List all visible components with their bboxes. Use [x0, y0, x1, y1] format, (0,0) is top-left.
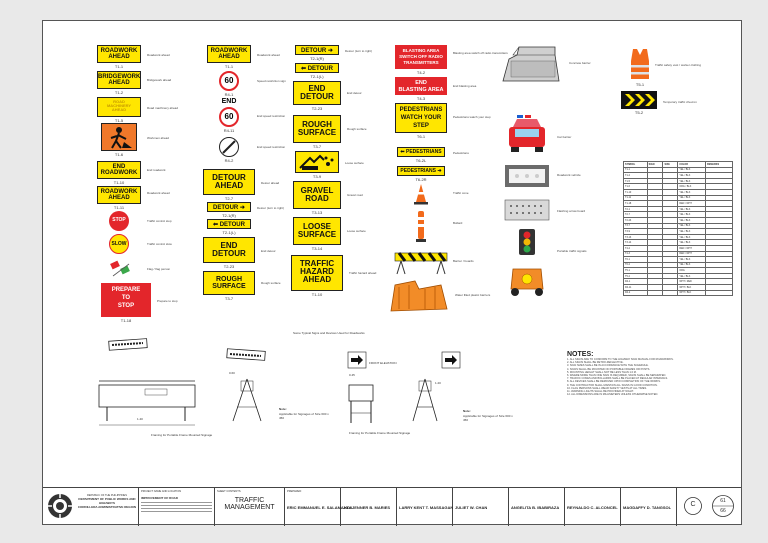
- signatory-cell: [453, 488, 509, 526]
- sheet-total: 66: [720, 508, 726, 514]
- sign-t2-1r: [207, 202, 251, 212]
- sign-line: PEDESTRIANS ➜: [400, 168, 442, 174]
- table-cell: WHT / BLK: [678, 290, 706, 296]
- sign-desc: Rough surface: [347, 127, 367, 131]
- trailer-light-icon: [505, 259, 549, 297]
- sign-line: ROADWORK: [210, 48, 248, 54]
- stamp-sketch-icon: [107, 337, 151, 353]
- signatory-cell: [285, 488, 353, 526]
- sign-t3-7: [203, 271, 255, 295]
- table-cell: T2-1: [624, 206, 648, 212]
- sign-line: ROADWORK: [100, 170, 138, 176]
- notes-title: NOTES:: [567, 351, 594, 358]
- sign-desc: Detour ahead: [261, 181, 280, 185]
- sign-code: T3-14: [311, 246, 323, 251]
- sign-line: AHEAD: [302, 275, 332, 284]
- sign-desc: Traffic cone: [453, 191, 469, 195]
- sign-desc: Temporary traffic chevron: [663, 100, 697, 104]
- sign-code: T6-2L: [415, 158, 427, 163]
- table-cell: RED / WHT: [678, 245, 706, 251]
- sign-line: DETOUR ➜: [301, 48, 333, 54]
- signatory-name: LARRY KENT T. MASSAGAN: [399, 505, 454, 510]
- note-line: 9. THE CONTRACTOR SHALL MAINTAIN ALL SIGNS IN GOOD CONDITION.: [567, 383, 658, 387]
- end-label: [213, 98, 245, 106]
- sign-line: AHEAD: [108, 54, 130, 60]
- frame-side-elevation: [227, 375, 267, 425]
- table-cell: T1-18: [624, 201, 648, 207]
- sign-desc: Gravel road: [347, 193, 363, 197]
- sign-line: SURFACE: [212, 283, 246, 290]
- sign-desc: Workmen ahead: [147, 136, 169, 140]
- table-header-cell: SIGN: [647, 162, 663, 168]
- drawing-sheet: [42, 20, 742, 525]
- table-cell: T1-2: [624, 173, 648, 179]
- signatory-cell: [565, 488, 621, 526]
- front-view-label: FRONT ELEVATION: [369, 361, 397, 365]
- sign-code: T6-1: [416, 134, 426, 139]
- stamp-sketch-icon: [225, 347, 269, 363]
- table-cell: ORG / BLK: [678, 184, 706, 190]
- sign-line: END: [112, 164, 126, 170]
- frame-caption: Framing for Portable Frame Mounted Signage: [151, 433, 213, 437]
- sign-line: STOP: [117, 302, 135, 309]
- sign-code: T1-6: [114, 152, 124, 157]
- sign-desc: Rough surface: [261, 281, 281, 285]
- signatory-cell: [341, 488, 397, 526]
- sign-line: TO: [121, 294, 131, 301]
- sign-t1-1: [97, 45, 141, 63]
- sheet-number: 61: [720, 498, 726, 504]
- sign-desc: Water filled plastic barriers: [455, 293, 491, 297]
- frame-front-elevation: [85, 377, 205, 427]
- project-cell: [139, 488, 215, 526]
- sign-line: AHEAD: [108, 195, 130, 201]
- sign-desc: Loose surface: [345, 161, 364, 165]
- sign-line: AHEAD: [108, 80, 130, 86]
- title-block: [43, 487, 741, 526]
- sign-line: ROAD: [305, 194, 329, 203]
- stop-text: STOP: [112, 217, 126, 223]
- table-cell: R4-11: [624, 285, 648, 291]
- note-line: 5. MOUNTING HEIGHT SHALL NOT BE LESS THAN 1.0 M.: [567, 370, 637, 374]
- slow-text: SLOW: [111, 241, 127, 247]
- note-line: 7. TRAFFIC CONES AND BOLLARDS SHALL BE PLACED AT REGULAR INTERVALS.: [567, 377, 668, 381]
- table-row: [624, 290, 733, 296]
- table-cell: YEL / BLK: [678, 257, 706, 263]
- barrier-board-icon: [393, 247, 449, 275]
- sign-line: ⬅ DETOUR: [213, 222, 245, 228]
- sign-desc: End roadwork: [147, 168, 166, 172]
- table-header-cell: SYMBOL: [624, 162, 648, 168]
- sign-t3-14: [293, 217, 341, 245]
- sheet-contents-label: SHEET CONTENTS: [217, 490, 241, 493]
- sign-t2-23: [203, 237, 255, 263]
- sign-desc: Roadwork ahead: [147, 191, 170, 195]
- sign-desc: Traffic control slow: [147, 242, 172, 246]
- sign-line: ROUGH: [302, 120, 332, 129]
- sign-t1-10: [97, 161, 141, 179]
- arrow-sketch-icon: [347, 351, 367, 369]
- dpwh-seal-icon: [46, 492, 74, 520]
- table-cell: T1-6: [624, 184, 648, 190]
- car-icon: [505, 113, 549, 155]
- table-cell: YEL / BLK: [678, 195, 706, 201]
- sign-t1-18: [101, 283, 151, 317]
- diagonal-bar-icon: [220, 138, 238, 156]
- dim-label: 0.60: [229, 371, 235, 375]
- sign-code: T1-11: [113, 205, 125, 210]
- sign-code: T5-2: [634, 110, 644, 115]
- signatory-name: ANGELITA B. IBABIRAZA: [511, 505, 560, 510]
- sign-desc: Bridgework ahead: [147, 78, 172, 82]
- agency-line-1: REPUBLIC OF THE PHILIPPINES: [87, 494, 127, 497]
- concrete-barrier-icon: [499, 43, 563, 85]
- loose-stones-icon: [296, 152, 338, 172]
- table-header-cell: REMARKS: [706, 162, 733, 168]
- table-cell: YEL / BLK: [678, 262, 706, 268]
- agency-line-2: DEPARTMENT OF PUBLIC WORKS AND HIGHWAYS: [78, 497, 136, 505]
- signatory-name: MAGDAFFY D. TANGSOL: [623, 505, 672, 510]
- sign-line: AHEAD: [218, 54, 240, 60]
- table-cell: WHT / BLK: [678, 285, 706, 291]
- sign-code: T1-1: [114, 64, 124, 69]
- stop-paddle: [109, 211, 129, 231]
- sign-schedule-table: [623, 161, 733, 296]
- sign-code: T2-1(R): [222, 213, 236, 218]
- table-cell: WHT / RED: [678, 279, 706, 285]
- sign-desc: Detour (turn to right): [345, 49, 373, 53]
- table-cell: [706, 290, 733, 296]
- sign-line: STEP: [413, 122, 429, 129]
- signatory-cell: [621, 488, 677, 526]
- sheet-title-2: MANAGEMENT: [224, 504, 275, 511]
- speed-60-sign: [219, 71, 239, 91]
- sign-desc: Loose surface: [347, 229, 366, 233]
- note-line: 3. SIGN SIZES SHALL BE IN ACCORDANCE WITH THE SCHEDULE.: [567, 364, 649, 368]
- sign-code: T4-2: [416, 70, 426, 75]
- speed-value: 60: [224, 112, 234, 121]
- sign-line: DETOUR: [212, 173, 246, 182]
- sheet-letter: C: [690, 501, 696, 508]
- sign-t2-7: [203, 169, 255, 195]
- sign-line: AHEAD: [111, 107, 127, 112]
- table-cell: T6-2: [624, 262, 648, 268]
- table-cell: T1-11: [624, 195, 648, 201]
- sign-code: T1-1: [224, 64, 234, 69]
- sign-t3-7-c3: [293, 115, 341, 143]
- table-cell: [663, 290, 678, 296]
- sign-line: DETOUR: [300, 92, 334, 101]
- sign-code: R4-1: [224, 92, 234, 97]
- note-line: 8. ALL DEVICES SHALL BE REMOVED UPON COMPLETION OF THE WORKS.: [567, 380, 661, 384]
- sign-line: ROADWORK: [100, 189, 138, 195]
- note-line: 11. WARNING LIGHTS SHALL BE PROVIDED AT NIGHT.: [567, 390, 634, 394]
- sign-desc: Flashing arrow board: [557, 209, 586, 213]
- sign-code: T2-23: [223, 264, 235, 269]
- sign-desc: Pedestrians watch your step: [453, 115, 491, 119]
- sign-line: WATCH YOUR: [400, 114, 442, 121]
- sign-line: END: [308, 84, 326, 93]
- sign-code: T4-3: [416, 96, 426, 101]
- table-cell: YEL / BLK: [678, 189, 706, 195]
- dim-label: 1.40: [137, 417, 143, 421]
- sheet-title-1: TRAFFIC: [234, 497, 265, 504]
- note-line: 1. ALL SIGNS ARE TO CONFORM TO THE HIGHWAY SIGN MANUAL FOR ROADWORKS.: [567, 358, 674, 361]
- sheet-contents-cell: [215, 488, 285, 526]
- sign-t2-1l: [207, 219, 251, 229]
- table-cell: T3-9: [624, 229, 648, 235]
- bollard-icon: [415, 209, 427, 243]
- sign-code: T3-9: [312, 174, 322, 179]
- table-header-cell: SIZE: [663, 162, 678, 168]
- sign-t3-9: [295, 151, 339, 173]
- arrow-board-icon: [503, 161, 551, 189]
- end-restriction-sign: [219, 137, 239, 157]
- sign-t6-1: [395, 103, 447, 133]
- table-cell: T3-13: [624, 234, 648, 240]
- sign-code: T1-18: [120, 318, 132, 323]
- project-name: IMPROVEMENT OF ROAD: [141, 496, 179, 500]
- water-barrier-icon: [387, 277, 451, 315]
- note-label: Note:: [279, 407, 287, 411]
- project-label: PROJECT NAME AND LOCATION: [141, 490, 182, 493]
- sign-t6-2r: [397, 166, 445, 176]
- sign-line: ROAD: [113, 99, 125, 104]
- notes-lines: [567, 358, 733, 396]
- table-cell: R4-2: [624, 290, 648, 296]
- sign-desc: Roadwork ahead: [147, 53, 170, 57]
- frame-front-elevation-2: [341, 377, 381, 427]
- sign-t2-1r-c3: [295, 45, 339, 55]
- sign-desc: Prepare to stop: [157, 299, 178, 303]
- sign-desc: Road machinery ahead: [147, 106, 179, 110]
- flag-icon: [107, 258, 133, 278]
- table-cell: T4-3: [624, 251, 648, 257]
- sign-code: R4-11: [223, 128, 235, 133]
- sign-line: BRIDGEWORK: [98, 74, 141, 80]
- end-text: END: [221, 98, 237, 105]
- chevron-board: [621, 91, 657, 109]
- table-cell: YEL / BLK: [678, 178, 706, 184]
- table-cell: YEL / BLK: [678, 206, 706, 212]
- prepared-label: PREPARED:: [287, 490, 302, 493]
- table-cell: YEL / BLK: [678, 167, 706, 173]
- note-text-2: Applicable for Signages of Size 600 x 450: [463, 414, 513, 422]
- sign-line: ⬅ PEDESTRIANS: [400, 149, 442, 155]
- workmen-sign: [101, 123, 137, 151]
- table-header-cell: COLOR: [678, 162, 706, 168]
- sign-line: ⬅ DETOUR: [301, 66, 333, 72]
- table-cell: T1-5: [624, 178, 648, 184]
- arrow-sketch-icon: [441, 351, 461, 369]
- sign-desc: End blasting area: [453, 84, 477, 88]
- safety-vest-icon: [629, 47, 651, 81]
- table-cell: R4-1: [624, 279, 648, 285]
- table-cell: T2-7: [624, 212, 648, 218]
- table-cell: YEL / BLK: [678, 229, 706, 235]
- traffic-signal-icon: [515, 227, 539, 257]
- sign-line: TRAFFIC: [299, 259, 335, 268]
- table-cell: YEL / BLK: [678, 240, 706, 246]
- sign-desc: Blasting area switch off radio transmitters: [453, 51, 508, 55]
- signs-caption: Some Typical Signs and Devices Used for Roadworks: [293, 331, 365, 335]
- sign-line: SWITCH OFF RADIO: [399, 53, 443, 59]
- notes-block: [567, 351, 733, 396]
- sign-line: AHEAD: [214, 181, 244, 190]
- sign-line: BLASTING AREA: [402, 48, 440, 53]
- flashing-board-icon: [503, 197, 551, 223]
- table-cell: YEL / BLK: [678, 217, 706, 223]
- sign-line: DETOUR ➜: [213, 205, 245, 211]
- table-cell: T4-2: [624, 245, 648, 251]
- dim-label: 1.20: [435, 381, 441, 385]
- sign-desc: Speed restriction sign: [257, 79, 286, 83]
- sign-desc: Traffic safety vest / worker clothing: [655, 63, 702, 67]
- frame-caption-2: Framing for Portable Frame Mounted Signage: [349, 431, 411, 435]
- sign-desc: Traffic hazard ahead: [349, 271, 377, 275]
- sign-line: END: [415, 80, 427, 86]
- table-cell: T6-1: [624, 257, 648, 263]
- sign-code: T3-7: [224, 296, 234, 301]
- table-cell: YEL / BLK: [678, 273, 706, 279]
- sign-t3-13: [293, 181, 341, 209]
- sign-desc: Roadwork vehicle: [557, 173, 581, 177]
- sign-desc: End detour: [261, 249, 276, 253]
- sign-desc: Concrete barrier: [569, 61, 591, 65]
- sign-desc: End speed restriction: [257, 145, 286, 149]
- sign-desc: Traffic control stop: [147, 219, 172, 223]
- table-cell: YEL / BLK: [678, 223, 706, 229]
- workman-icon: [102, 124, 136, 150]
- sign-line: LOOSE: [302, 222, 331, 231]
- sign-code: T1-2: [114, 90, 124, 95]
- table-cell: T3-7: [624, 223, 648, 229]
- table-cell: YEL / BLK: [678, 234, 706, 240]
- sign-desc: Car barrier: [557, 135, 572, 139]
- dim-label: 0.45: [349, 373, 355, 377]
- signatory-cell: [509, 488, 565, 526]
- sign-code: T2-23: [311, 106, 323, 111]
- note-line: 2. ALL SIGNS SHALL BE RETRO-REFLECTIVE.: [567, 361, 624, 365]
- table-cell: T3-14: [624, 240, 648, 246]
- note-line: 10. FLAG PERSONS SHALL WEAR SAFETY VESTS AT ALL TIMES.: [567, 386, 647, 390]
- table-cell: T5-2: [624, 273, 648, 279]
- sign-code: T1-10: [113, 180, 125, 185]
- sign-t1-5: [97, 97, 141, 117]
- sign-line: DETOUR: [212, 249, 246, 258]
- table-cell: RED / WHT: [678, 251, 706, 257]
- sign-desc: Portable traffic signals: [557, 249, 587, 253]
- table-cell: ORG: [678, 268, 706, 274]
- sign-t1-10-c3: [291, 255, 343, 291]
- slow-paddle: [109, 234, 129, 254]
- sign-line: ROUGH: [215, 276, 243, 283]
- sign-line: HAZARD: [300, 267, 334, 276]
- sign-line: MACHINERY: [106, 103, 132, 108]
- sign-code: T2-1(L): [310, 74, 324, 79]
- sign-code: R4-2: [224, 158, 234, 163]
- sign-code: T2-7: [224, 196, 234, 201]
- sign-t1-1-b: [207, 45, 251, 63]
- sign-code: T6-2R: [415, 177, 427, 182]
- table-cell: [647, 290, 663, 296]
- sign-desc: End detour: [347, 91, 362, 95]
- signatory-name: JOY JENNER B. MARIES: [343, 505, 391, 510]
- note-label-2: Note:: [463, 409, 471, 413]
- signatory-cell: [397, 488, 453, 526]
- table-cell: YEL / BLK: [678, 212, 706, 218]
- sign-line: TRANSMITTERS: [403, 59, 439, 65]
- sign-line: SURFACE: [297, 128, 337, 137]
- sign-line: PEDESTRIANS: [399, 107, 443, 113]
- signatory-name: JULIET W. CHAN: [455, 505, 488, 510]
- sheet-number-cell: [677, 488, 741, 526]
- sign-desc: End speed restriction: [257, 114, 286, 118]
- sign-line: BLASTING AREA: [398, 86, 444, 93]
- table-cell: RED / WHT: [678, 201, 706, 207]
- traffic-cone-icon: [413, 183, 429, 205]
- table-cell: YEL / BLK: [678, 173, 706, 179]
- sign-t4-2: [395, 45, 447, 69]
- sign-desc: Detour (turn to right): [257, 206, 285, 210]
- sign-desc: Pedestrians: [453, 151, 469, 155]
- speed-value: 60: [224, 76, 234, 85]
- note-text: Applicable for Signages of Size 600 x 450: [279, 412, 329, 420]
- sign-t6-2l: [397, 147, 445, 157]
- sign-code: T2-1(L): [222, 230, 236, 235]
- speed-60-sign-b: [219, 107, 239, 127]
- sign-line: END: [220, 241, 238, 250]
- sign-t4-3: [395, 77, 447, 95]
- table-cell: T2-23: [624, 217, 648, 223]
- agency-line-3: CORDILLERA ADMINISTRATIVE REGION: [77, 505, 137, 509]
- chevron-right-icon: [621, 91, 657, 109]
- sign-line: ROADWORK: [100, 48, 138, 54]
- sign-code: T1-5: [114, 118, 124, 123]
- sign-code: T3-7: [312, 144, 322, 149]
- sign-t1-2: [97, 71, 141, 89]
- sign-t2-23-c3: [293, 81, 341, 105]
- sign-desc: Bollard: [453, 221, 463, 225]
- table-cell: T5-1: [624, 268, 648, 274]
- sign-code: T2-1(R): [310, 56, 324, 61]
- agency-cell: [43, 488, 139, 526]
- sign-line: PREPARE: [111, 287, 141, 293]
- sign-code: T1-10: [311, 292, 323, 297]
- sign-desc: Barrier / boards: [453, 259, 474, 263]
- sign-line: SURFACE: [297, 230, 337, 239]
- sign-desc: Roadwork ahead: [257, 53, 280, 57]
- sign-code: T5-1: [635, 82, 645, 87]
- sign-code: T3-13: [311, 210, 323, 215]
- table-cell: T1-10: [624, 189, 648, 195]
- sign-desc: Flag / flag person: [147, 267, 171, 271]
- note-line: 4. SIGNS SHALL BE MOUNTED ON PORTABLE FRAMES OR POSTS.: [567, 367, 651, 371]
- sign-line: GRAVEL: [300, 186, 334, 195]
- signatory-name: REYNALDO C. ALCONCEL: [567, 505, 618, 510]
- sign-t2-1l-c3: [295, 63, 339, 73]
- note-line: 12. ALL DIMENSIONS ARE IN MILLIMETERS UNLESS OTHERWISE NOTED.: [567, 393, 659, 397]
- sign-t1-11: [97, 186, 141, 204]
- table-cell: T1-1: [624, 167, 648, 173]
- signatory-name: ERIC EMMANUEL E. SALAMANCA: [287, 505, 353, 510]
- note-line: 6. WHERE MORE THAN ONE SIGN IS REQUIRED, SIGNS SHALL BE SEPARATED.: [567, 374, 667, 378]
